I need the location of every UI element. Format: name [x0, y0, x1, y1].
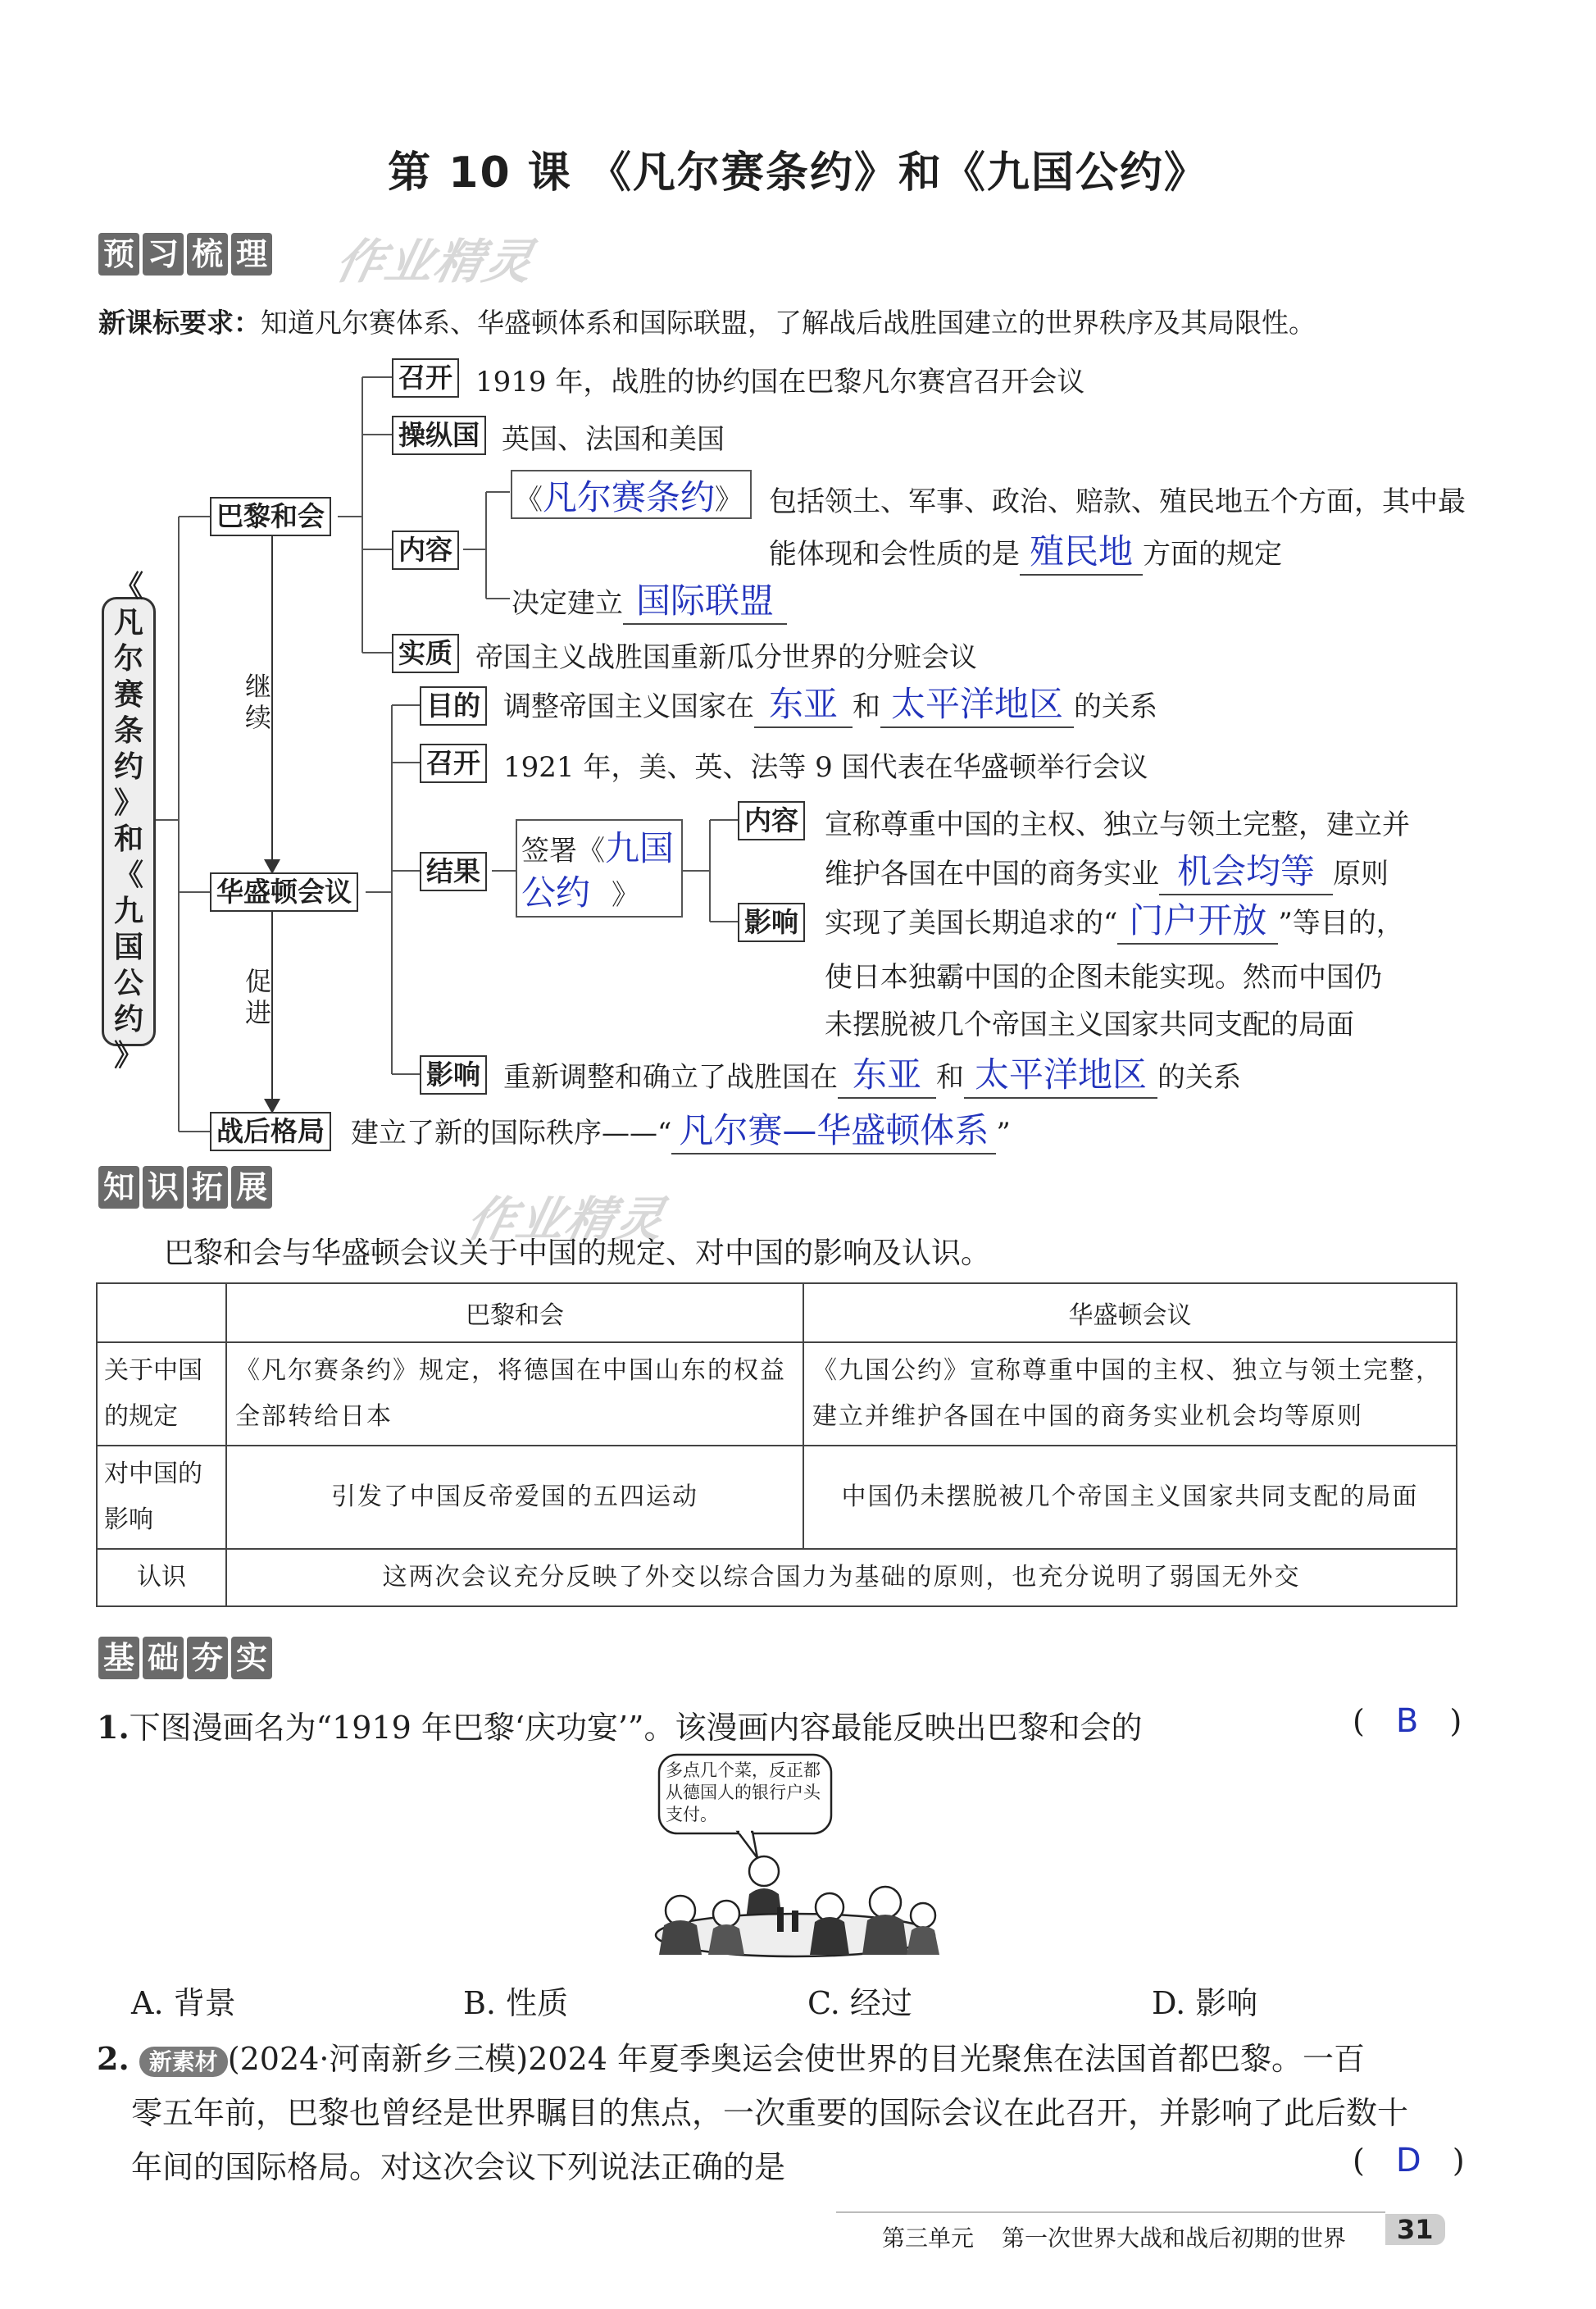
section-header-extend [98, 1166, 272, 1210]
content-answer: 机会均等 [1159, 845, 1333, 895]
root-char: 《 [113, 570, 143, 603]
knowledge-table [96, 1282, 1457, 1607]
root-char: 约 [113, 1003, 143, 1036]
treaty-desc-2 [769, 525, 1282, 576]
paris-essence-text: 帝国主义战胜国重新瓜分世界的分赃会议 [475, 641, 977, 674]
table-row [97, 1549, 1457, 1606]
question-2-answer: D [1395, 2142, 1421, 2179]
root-char: 条 [113, 714, 143, 748]
question-2-number: 2. [97, 2040, 130, 2077]
requirement-label: 新课标要求： [98, 307, 261, 339]
table-header-row [97, 1283, 1457, 1342]
postwar-answer: 凡尔赛—华盛顿体系 [671, 1104, 996, 1154]
cell-summary: 这两次会议充分反映了外交以综合国力为基础的原则，也充分说明了弱国无外交 [226, 1549, 1457, 1606]
lesson-title: 第 10 课 《凡尔赛条约》和《九国公约》 [388, 148, 1208, 198]
sign-pre: 签署《 [521, 835, 605, 868]
sign-line-2 [521, 866, 639, 915]
cell-paris: 引发了中国反帝爱国的五四运动 [226, 1446, 803, 1549]
footer-title: 第一次世界大战和战后初期的世界 [1002, 2225, 1347, 2252]
cartoon-speech-bubble: 多点几个菜，反正都从德国人的银行户头支付。 [666, 1760, 821, 1824]
sign-answer-2: 公约 [521, 872, 591, 913]
sign-answer-1: 九国 [605, 828, 675, 868]
root-char: 公 [113, 967, 143, 1000]
washington-effect-line [503, 1048, 1241, 1099]
promote-label: 促进 [241, 968, 272, 1030]
section-char: 预 [98, 233, 139, 276]
requirement-text: 知道凡尔赛体系、华盛顿体系和国际联盟，了解战后战胜国建立的世界秩序及其局限性。 [261, 307, 1316, 339]
question-1-number: 1. [97, 1709, 130, 1746]
league-line [512, 574, 787, 625]
league-pre: 决定建立 [512, 587, 623, 620]
root-char: 尔 [113, 642, 143, 676]
question-2-line-1 [97, 2033, 1365, 2079]
section-char: 梳 [187, 233, 228, 276]
paris-conference-label: 巴黎和会 [210, 497, 331, 536]
section-char: 实 [231, 1637, 272, 1679]
purpose-answer-1: 东亚 [754, 677, 853, 728]
washington-purpose-line [503, 677, 1157, 728]
postwar-line [351, 1104, 1011, 1154]
treaty-close: 》 [715, 484, 743, 517]
root-char: 凡 [113, 606, 143, 640]
section-header-basic [98, 1637, 272, 1681]
postwar-text: 建立了新的国际秩序——“ [351, 1117, 672, 1150]
option-a: A. 背景 [131, 1985, 236, 2021]
table-header-paris: 巴黎和会 [226, 1283, 803, 1342]
question-1-answer: B [1395, 1702, 1419, 1740]
section-char: 知 [98, 1166, 139, 1209]
treaty-impact-3: 未摆脱被几个帝国主义国家共同支配的局面 [825, 1009, 1354, 1041]
washington-effect-label: 影响 [420, 1055, 487, 1095]
treaty-impact-1 [825, 894, 1404, 945]
question-2-line-3: 年间的国际格局。对这次会议下列说法正确的是 [131, 2149, 786, 2185]
paris-essence-label: 实质 [392, 634, 459, 673]
treaty-desc-1: 包括领土、军事、政治、赔款、殖民地五个方面，其中最 [769, 485, 1466, 518]
impact-1a: 实现了美国长期追求的“ [825, 907, 1118, 940]
paren-close: ) [1449, 1703, 1462, 1739]
impact-1b: ”等目的， [1278, 907, 1404, 940]
watermark-2: 作业精灵 [462, 1191, 671, 1247]
paren-open: ( [1353, 2143, 1365, 2179]
treaty-content-1: 宣称尊重中国的主权、独立与领土完整，建立并 [825, 808, 1410, 841]
question-2-text-1: (2024·河南新乡三模)2024 年夏季奥运会使世界的目光聚焦在法国首都巴黎。一百 [227, 2041, 1366, 2077]
option-b: B. 性质 [463, 1985, 569, 2021]
content-2b: 原则 [1333, 858, 1389, 890]
treaty-content-2 [825, 845, 1389, 895]
root-char: 和 [113, 822, 143, 856]
section-char: 习 [143, 233, 184, 276]
purpose-and: 和 [853, 690, 880, 723]
cell-washington: 中国仍未摆脱被几个帝国主义国家共同支配的局面 [803, 1446, 1457, 1549]
question-2-line-2: 零五年前，巴黎也曾经是世界瞩目的焦点，一次重要的国际会议在此召开，并影响了此后数十 [131, 2095, 1409, 2131]
section-char: 理 [231, 233, 272, 276]
root-char: 国 [113, 931, 143, 964]
treaty-open: 《 [515, 484, 543, 517]
root-char: 赛 [113, 678, 143, 712]
washington-convene-text: 1921 年，美、英、法等 9 国代表在华盛顿举行会议 [503, 751, 1148, 784]
row-head: 对中国的影响 [97, 1446, 226, 1549]
purpose-answer-2: 太平洋地区 [880, 677, 1074, 728]
section-char: 展 [231, 1166, 272, 1209]
treaty-answer-2: 殖民地 [1020, 525, 1143, 576]
treaty-answer: 凡尔赛条约 [543, 477, 716, 517]
diagram-root-title [102, 570, 156, 1073]
option-c: C. 经过 [807, 1985, 912, 2021]
section-char: 基 [98, 1637, 139, 1679]
postwar-label: 战后格局 [210, 1112, 331, 1151]
page-number: 31 [1385, 2214, 1445, 2245]
sign-close: 》 [612, 879, 640, 912]
paren-open: ( [1353, 1703, 1365, 1739]
root-char: 约 [113, 750, 143, 784]
paris-content-label: 内容 [392, 531, 459, 570]
watermark: 作业精灵 [330, 234, 540, 289]
table-row [97, 1446, 1457, 1549]
purpose-post: 的关系 [1074, 690, 1157, 723]
table-row [97, 1342, 1457, 1446]
effect-answer-2: 太平洋地区 [964, 1048, 1157, 1099]
row-head: 认识 [97, 1549, 226, 1606]
treaty-desc-2b: 方面的规定 [1143, 538, 1282, 571]
section-char: 夯 [187, 1637, 228, 1679]
postwar-close: ” [996, 1117, 1011, 1150]
question-2-answer-slot [1353, 2142, 1465, 2179]
section-char: 础 [143, 1637, 184, 1679]
knowledge-intro: 巴黎和会与华盛顿会议关于中国的规定、对中国的影响及认识。 [164, 1236, 991, 1270]
root-char: 》 [113, 786, 143, 820]
treaty-impact-2: 使日本独霸中国的企图未能实现。然而中国仍 [825, 961, 1382, 994]
impact-answer: 门户开放 [1117, 894, 1278, 945]
footer-rule [836, 2211, 1385, 2213]
cell-washington: 《九国公约》宣称尊重中国的主权、独立与领土完整，建立并维护各国在中国的商务实业机会均等原则 [803, 1342, 1457, 1446]
washington-purpose-label: 目的 [420, 686, 487, 726]
treaty-desc-2a: 能体现和会性质的是 [769, 538, 1020, 571]
table-header-blank [97, 1283, 226, 1342]
treaty-impact-label: 影响 [738, 903, 805, 942]
root-char: 》 [113, 1039, 143, 1073]
washington-result-label: 结果 [420, 852, 487, 891]
paris-convene-label: 召开 [392, 358, 459, 398]
effect-post: 的关系 [1157, 1061, 1241, 1094]
table-header-washington: 华盛顿会议 [803, 1283, 1457, 1342]
league-answer: 国际联盟 [623, 574, 787, 625]
washington-convene-label: 召开 [420, 744, 487, 783]
paris-control-label: 操纵国 [392, 416, 486, 455]
row-head: 关于中国的规定 [97, 1342, 226, 1446]
effect-answer-1: 东亚 [838, 1048, 936, 1099]
sign-line-1 [521, 822, 674, 871]
footer-unit: 第三单元 [882, 2225, 975, 2252]
root-char: 《 [113, 858, 143, 892]
effect-and: 和 [936, 1061, 964, 1094]
question-1-text: 下图漫画名为“1919 年巴黎‘庆功宴’”。该漫画内容最能反映出巴黎和会的 [129, 1710, 1143, 1746]
effect-pre: 重新调整和确立了战胜国在 [503, 1061, 838, 1094]
section-char: 拓 [187, 1166, 228, 1209]
cell-paris: 《凡尔赛条约》规定，将德国在中国山东的权益全部转给日本 [226, 1342, 803, 1446]
treaty-content-label: 内容 [738, 801, 805, 840]
paris-convene-text: 1919 年，战胜的协约国在巴黎凡尔赛宫召开会议 [475, 366, 1085, 398]
question-1 [97, 1702, 1142, 1747]
option-d: D. 影响 [1152, 1985, 1258, 2021]
treaty-answer-line [515, 471, 743, 520]
inherit-label: 继续 [241, 672, 272, 735]
question-1-answer-slot [1353, 1702, 1462, 1740]
content-2a: 维护各国在中国的商务实业 [825, 858, 1159, 890]
root-char: 九 [113, 895, 143, 928]
purpose-pre: 调整帝国主义国家在 [503, 690, 754, 723]
paris-control-text: 英国、法国和美国 [502, 423, 725, 456]
washington-conference-label: 华盛顿会议 [210, 872, 358, 912]
paren-close: ) [1452, 2143, 1465, 2179]
new-material-badge: 新素材 [139, 2047, 228, 2077]
section-char: 识 [143, 1166, 184, 1209]
